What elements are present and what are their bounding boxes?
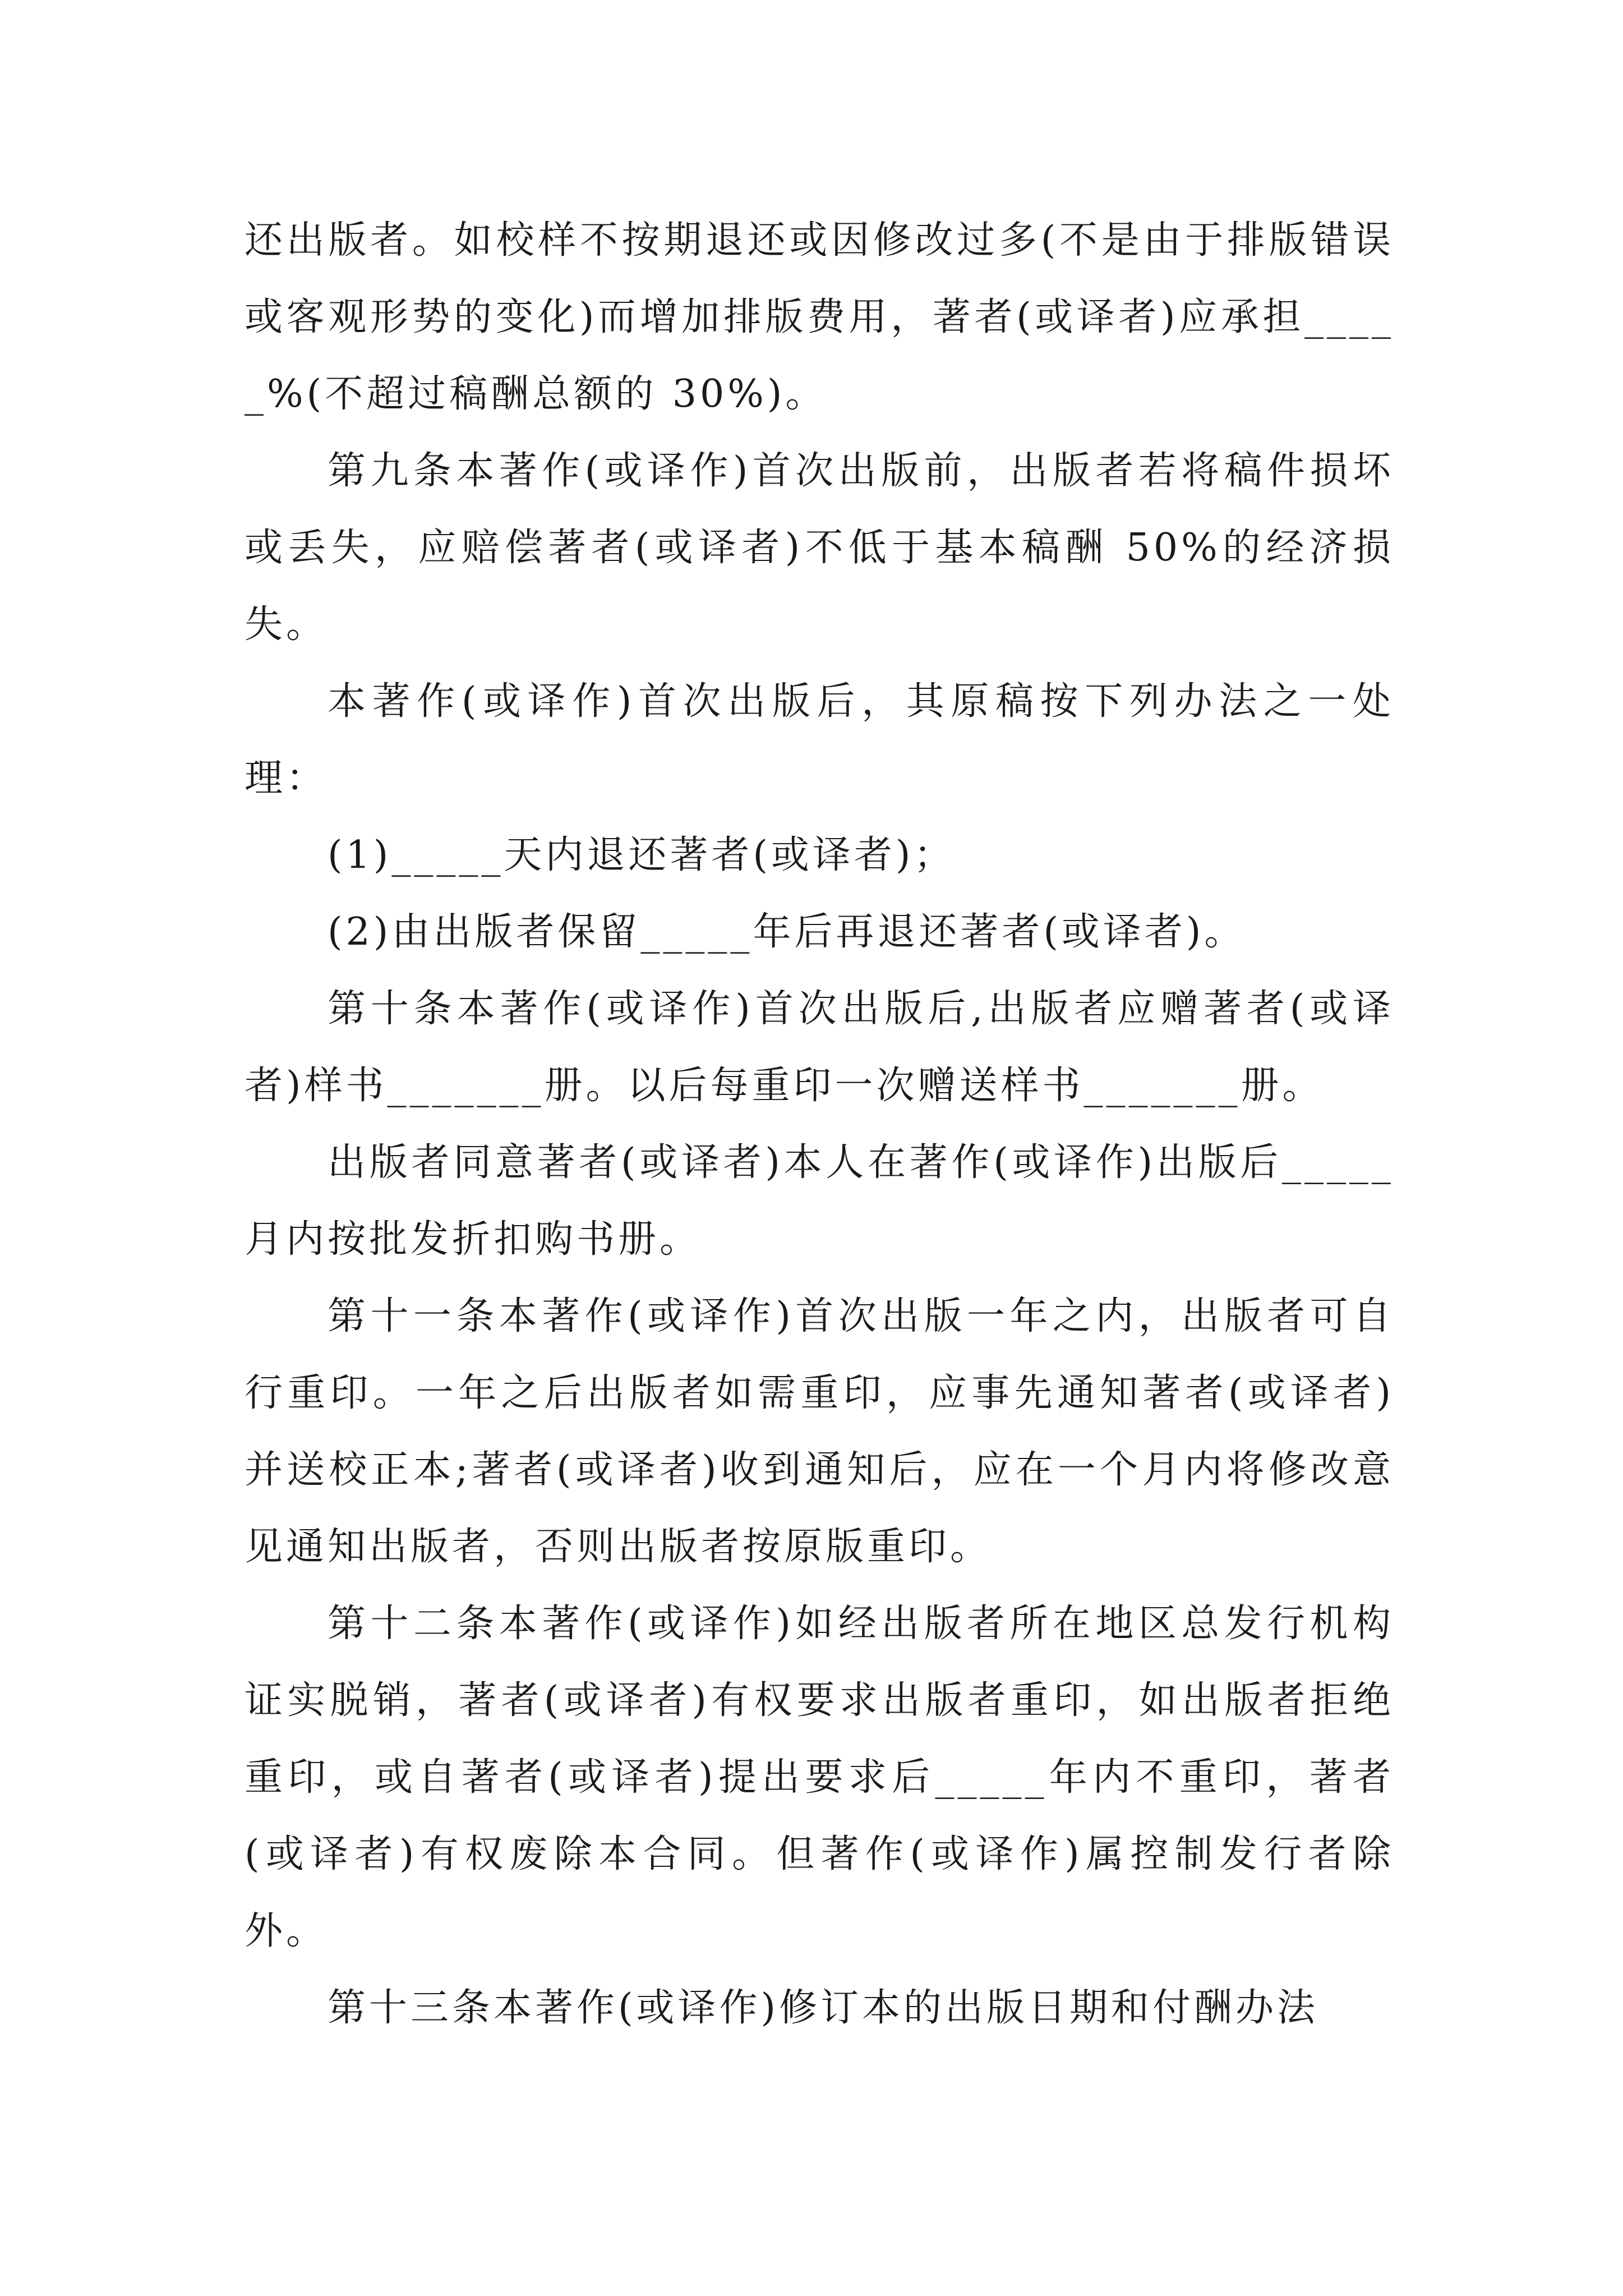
paragraph-manuscript-handling: 本著作(或译作)首次出版后，其原稿按下列办法之一处理：	[245, 679, 1394, 800]
paragraph-1: 还出版者。如校样不按期退还或因修改过多(不是由于排版错误或客观形势的变化)而增加排版费用，著者(或译者)应承担_____%(不超过稿酬总额的 30%)。	[245, 218, 1394, 416]
paragraph-article-9: 第九条本著作(或译作)首次出版前，出版者若将稿件损坏或丢失，应赔偿著者(或译者)不低于基本稿酬 50%的经济损失。	[245, 449, 1394, 647]
list-item-2: (2)由出版者保留_____年后再退还著者(或译者)。	[328, 910, 1246, 954]
document-body	[245, 202, 1394, 2046]
paragraph-discount-purchase: 出版者同意著者(或译者)本人在著作(或译作)出版后_____月内按批发折扣购书册。	[245, 1140, 1394, 1262]
list-item-1: (1)_____天内退还著者(或译者)；	[328, 833, 956, 877]
paragraph-article-11: 第十一条本著作(或译作)首次出版一年之内，出版者可自行重印。一年之后出版者如需重印，应事先通知著者(或译者)并送校正本;著者(或译者)收到通知后，应在一个月内将修改意见通知出版者，否则出版者按原版重印。	[245, 1294, 1394, 1569]
paragraph-article-13: 第十三条本著作(或译作)修订本的出版日期和付酬办法	[328, 1986, 1319, 2030]
paragraph-article-10: 第十条本著作(或译作)首次出版后,出版者应赠著者(或译者)样书_______册。以后每重印一次赠送样书_______册。	[245, 987, 1394, 1108]
paragraph-article-12: 第十二条本著作(或译作)如经出版者所在地区总发行机构证实脱销，著者(或译者)有权要求出版者重印，如出版者拒绝重印，或自著者(或译者)提出要求后_____年内不重印，著者(或译者)有权废除本合同。但著作(或译作)属控制发行者除外。	[245, 1602, 1394, 1953]
